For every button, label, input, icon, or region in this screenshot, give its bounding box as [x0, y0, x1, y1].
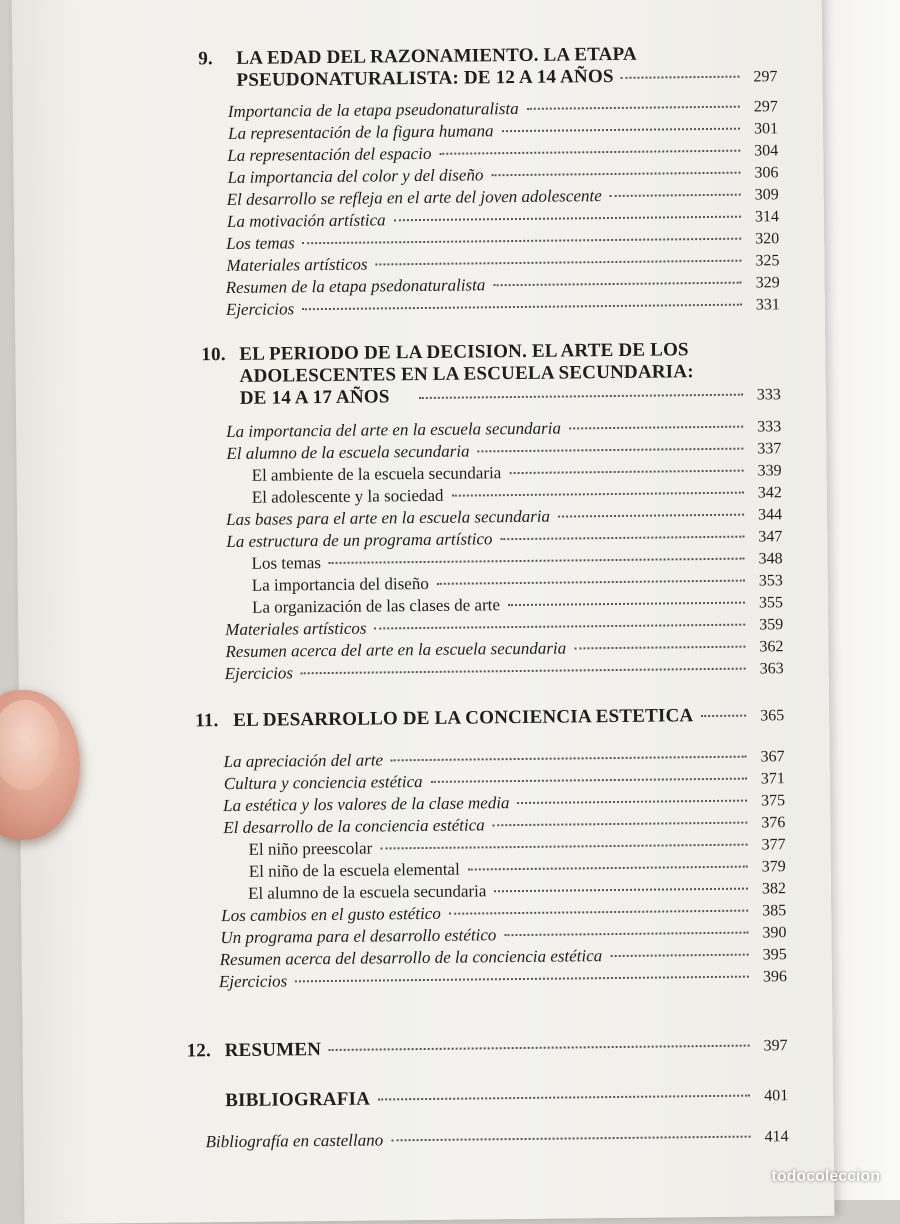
entry-title: El adolescente y la sociedad	[251, 485, 444, 507]
book-page	[12, 0, 835, 1224]
dot-leader	[610, 954, 748, 957]
page-number: 375	[760, 792, 786, 810]
dot-leader	[295, 976, 749, 983]
chapter-9-heading	[198, 44, 637, 93]
entry-title: Las bases para el arte en la escuela secundaria	[225, 506, 551, 530]
chapter-12-heading	[187, 1034, 788, 1062]
page-number: 339	[757, 462, 782, 480]
entry-title: El ambiente de la escuela secundaria	[251, 463, 502, 485]
dot-leader	[508, 602, 745, 606]
toc-subentry	[249, 856, 786, 882]
page-number: 309	[754, 186, 779, 204]
dot-leader	[468, 866, 748, 871]
page-number: 382	[761, 880, 787, 898]
entry-title: Resumen acerca del arte en la escuela secundaria	[225, 638, 567, 662]
toc-subentry	[248, 834, 785, 860]
dot-leader	[431, 778, 747, 783]
dot-leader	[380, 844, 747, 850]
chapter-title-line: LA EDAD DEL RAZONAMIENTO. LA ETAPA	[236, 43, 637, 69]
toc-entry	[206, 1126, 789, 1152]
page-number: 390	[762, 924, 787, 942]
dot-leader	[491, 172, 740, 177]
toc-entry	[219, 966, 787, 992]
entry-title: El alumno de la escuela secundaria	[247, 881, 487, 903]
entry-title: El niño de la escuela elemental	[248, 859, 460, 881]
page-number: 342	[757, 484, 782, 502]
entry-title: La estética y los valores de la clase media	[222, 793, 510, 816]
entry-title: Ejercicios	[224, 663, 294, 684]
dot-leader	[610, 194, 741, 197]
dot-leader	[701, 715, 746, 717]
toc-subentry	[248, 878, 786, 904]
dot-leader	[329, 1045, 750, 1051]
dot-leader	[391, 1136, 750, 1142]
page-number: 363	[759, 660, 784, 678]
dot-leader	[509, 470, 743, 474]
dot-leader	[493, 282, 741, 287]
entry-title: La importancia del color y del diseño	[227, 165, 484, 188]
page-number: 347	[758, 528, 783, 546]
chapter-9-leader	[612, 68, 777, 88]
page-number: 379	[761, 858, 786, 876]
page-number: 359	[759, 616, 784, 634]
page-number: 297	[753, 98, 778, 116]
dot-leader	[558, 514, 744, 518]
dot-leader	[303, 238, 742, 245]
chapter-title-line: EL DESARROLLO DE LA CONCIENCIA ESTETICA	[233, 705, 694, 731]
table-of-contents	[12, 0, 900, 1194]
dot-leader	[419, 394, 743, 399]
page-number: 377	[761, 836, 786, 854]
entry-title: La motivación artística	[226, 210, 386, 232]
chapter-title-line: RESUMEN	[224, 1039, 322, 1062]
dot-leader	[517, 800, 747, 804]
entry-title: Materiales artísticos	[225, 618, 367, 640]
page-number: 333	[756, 386, 781, 404]
entry-title: Materiales artísticos	[226, 254, 368, 276]
dot-leader	[302, 304, 742, 311]
dot-leader	[376, 260, 742, 266]
dot-leader	[374, 624, 745, 630]
toc-subentry	[252, 592, 783, 618]
dot-leader	[574, 646, 745, 650]
entry-title: La representación de la figura humana	[227, 121, 494, 144]
chapter-number: 9.	[198, 48, 214, 70]
dot-leader	[494, 888, 748, 893]
toc-subentry	[252, 482, 782, 508]
toc-entry	[225, 658, 784, 684]
page-number: 337	[757, 440, 782, 458]
page-number: 414	[764, 1128, 789, 1146]
dot-leader	[478, 448, 744, 453]
entry-title: El niño preescolar	[248, 838, 373, 859]
page-number: 301	[753, 120, 779, 138]
chapter-title-line: DE 14 A 17 AÑOS	[239, 386, 390, 409]
toc-subentry	[252, 570, 783, 596]
entry-title: Ejercicios	[225, 299, 295, 320]
chapter-number: 12.	[186, 1040, 212, 1062]
toc-subentry	[251, 548, 782, 574]
page-number: 306	[754, 164, 779, 182]
chapter-11-heading	[195, 704, 784, 732]
dot-leader	[504, 932, 748, 937]
entry-title: El desarrollo de la conciencia estética	[223, 815, 485, 838]
chapter-number: 10.	[201, 344, 226, 366]
dot-leader	[378, 1095, 750, 1101]
page-number: 331	[755, 296, 780, 314]
dot-leader	[437, 580, 745, 585]
entry-title: Los cambios en el gusto estético	[221, 903, 441, 926]
page-number: 320	[755, 230, 780, 248]
entry-title: Ejercicios	[218, 971, 288, 992]
dot-leader	[439, 150, 740, 155]
entry-title: La importancia del arte en la escuela secundaria	[226, 418, 562, 442]
page-number: 355	[758, 594, 784, 612]
page-number: 385	[762, 902, 787, 920]
entry-title: Resumen acerca del desarrollo de la conciencia estética	[219, 946, 603, 970]
toc-subentry	[252, 460, 782, 486]
entry-title: La importancia del diseño	[251, 573, 429, 595]
entry-title: Un programa para el desarrollo estético	[220, 925, 497, 948]
dot-leader	[329, 558, 745, 564]
page-number: 325	[755, 252, 780, 270]
page-number: 367	[760, 748, 785, 766]
page-number: 362	[759, 638, 784, 656]
entry-title: Bibliografía en castellano	[205, 1130, 384, 1152]
bibliography-heading	[225, 1084, 788, 1112]
page-number: 314	[754, 208, 780, 226]
entry-title: Los temas	[251, 553, 322, 573]
page-number: 396	[762, 968, 788, 986]
dot-leader	[502, 128, 740, 132]
entry-title: La estructura de un programa artístico	[226, 529, 493, 552]
page-number: 329	[755, 274, 780, 292]
chapter-number: 11.	[195, 710, 219, 732]
chapter-title-line: PSEUDONATURALISTA: DE 12 A 14 AÑOS	[236, 65, 614, 91]
entry-title: El alumno de la escuela secundaria	[226, 441, 470, 464]
page-number: 344	[757, 506, 783, 524]
entry-title: Resumen de la etapa psedonaturalista	[225, 275, 486, 298]
dot-leader	[301, 668, 746, 675]
entry-title: La representación del espacio	[227, 143, 432, 166]
page-number: 376	[761, 814, 786, 832]
page-number: 401	[764, 1087, 789, 1105]
dot-leader	[569, 426, 743, 430]
page-number: 297	[753, 68, 778, 86]
dot-leader	[394, 216, 741, 222]
dot-leader	[451, 492, 743, 497]
dot-leader	[493, 822, 748, 827]
chapter-title-line: EL PERIODO DE LA DECISION. EL ARTE DE LOS	[239, 339, 689, 365]
dot-leader	[449, 910, 748, 915]
entry-title: Cultura y conciencia estética	[223, 772, 423, 794]
watermark-logo: todocoleccion	[771, 1168, 880, 1185]
entry-title: La organización de las clases de arte	[251, 595, 501, 617]
bibliography-title: BIBLIOGRAFIA	[225, 1088, 371, 1112]
chapter-10-leader	[411, 386, 781, 408]
page-number: 371	[760, 770, 785, 788]
entry-title: Los temas	[226, 233, 295, 254]
chapter-title-line: ADOLESCENTES EN LA ESCUELA SECUNDARIA:	[239, 361, 694, 387]
page-number: 333	[757, 418, 782, 436]
page-number: 353	[758, 572, 783, 590]
page-number: 304	[754, 142, 779, 160]
dot-leader	[527, 106, 740, 110]
dot-leader	[620, 76, 739, 79]
dot-leader	[500, 536, 744, 541]
page-number: 397	[763, 1037, 788, 1055]
page-number: 395	[762, 946, 787, 964]
entry-title: Importancia de la etapa pseudonaturalista	[227, 98, 519, 122]
page-number: 348	[758, 550, 783, 568]
toc-entry	[226, 294, 780, 320]
dot-leader	[391, 756, 747, 762]
page-number: 365	[760, 707, 785, 725]
entry-title: El desarrollo se refleja en el arte del joven adolescente	[226, 186, 602, 210]
entry-title: La apreciación del arte	[223, 750, 384, 772]
